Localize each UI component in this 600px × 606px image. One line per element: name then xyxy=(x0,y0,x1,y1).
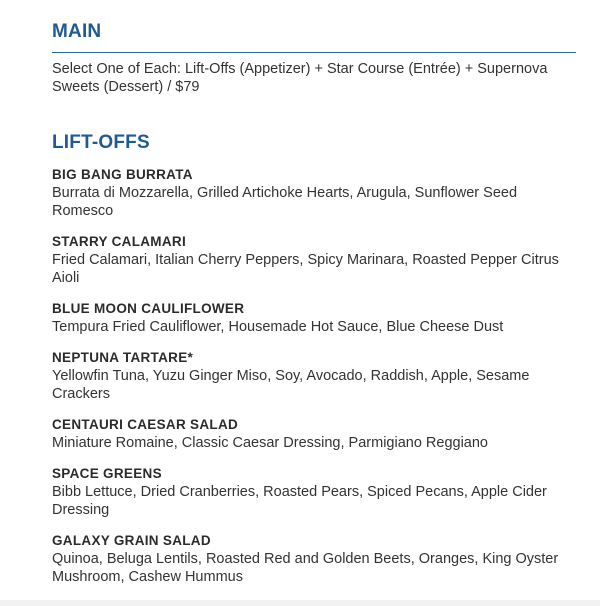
menu-item xyxy=(52,300,582,336)
menu-item-name: NEPTUNA TARTARE* xyxy=(52,350,194,365)
menu-item-description: Tempura Fried Cauliflower, Housemade Hot Sauce, Blue Cheese Dust xyxy=(52,319,504,335)
main-description: Select One of Each: Lift-Offs (Appetizer) + Star Course (Entrée) + Supernova Sweets (Dessert) / $79 xyxy=(52,61,548,95)
menu-item-description: Yellowfin Tuna, Yuzu Ginger Miso, Soy, Avocado, Raddish, Apple, Sesame Crackers xyxy=(52,368,530,402)
menu-item-description: Miniature Romaine, Classic Caesar Dressing, Parmigiano Reggiano xyxy=(52,435,488,451)
main-section-title: MAIN xyxy=(52,21,102,42)
menu-item-name: SPACE GREENS xyxy=(52,466,162,481)
liftoffs-section-title: LIFT-OFFS xyxy=(52,132,150,153)
menu-item-description: Burrata di Mozzarella, Grilled Artichoke Hearts, Arugula, Sunflower Seed Romesco xyxy=(52,185,518,219)
menu-item xyxy=(52,233,582,287)
menu-item-description: Fried Calamari, Italian Cherry Peppers, Spicy Marinara, Roasted Pepper Citrus Aioli xyxy=(52,252,559,286)
menu-item-name: CENTAURI CAESAR SALAD xyxy=(52,417,239,432)
menu-item xyxy=(52,349,582,403)
menu-item-name: BLUE MOON CAULIFLOWER xyxy=(52,301,245,316)
menu-item-name: STARRY CALAMARI xyxy=(52,234,186,249)
liftoffs-list xyxy=(52,166,582,599)
menu-item-description: Bibb Lettuce, Dried Cranberries, Roasted Pears, Spiced Pecans, Apple Cider Dressing xyxy=(52,484,547,518)
menu-item xyxy=(52,465,582,519)
page-bottom-strip xyxy=(0,600,600,606)
menu-item-name: GALAXY GRAIN SALAD xyxy=(52,533,211,548)
section-divider xyxy=(52,52,576,53)
menu-item xyxy=(52,416,582,452)
menu-item-description: Quinoa, Beluga Lentils, Roasted Red and Golden Beets, Oranges, King Oyster Mushroom, Cashew Hummus xyxy=(52,551,559,585)
menu-item xyxy=(52,532,582,586)
menu-item xyxy=(52,166,582,220)
menu-item-name: BIG BANG BURRATA xyxy=(52,167,193,182)
